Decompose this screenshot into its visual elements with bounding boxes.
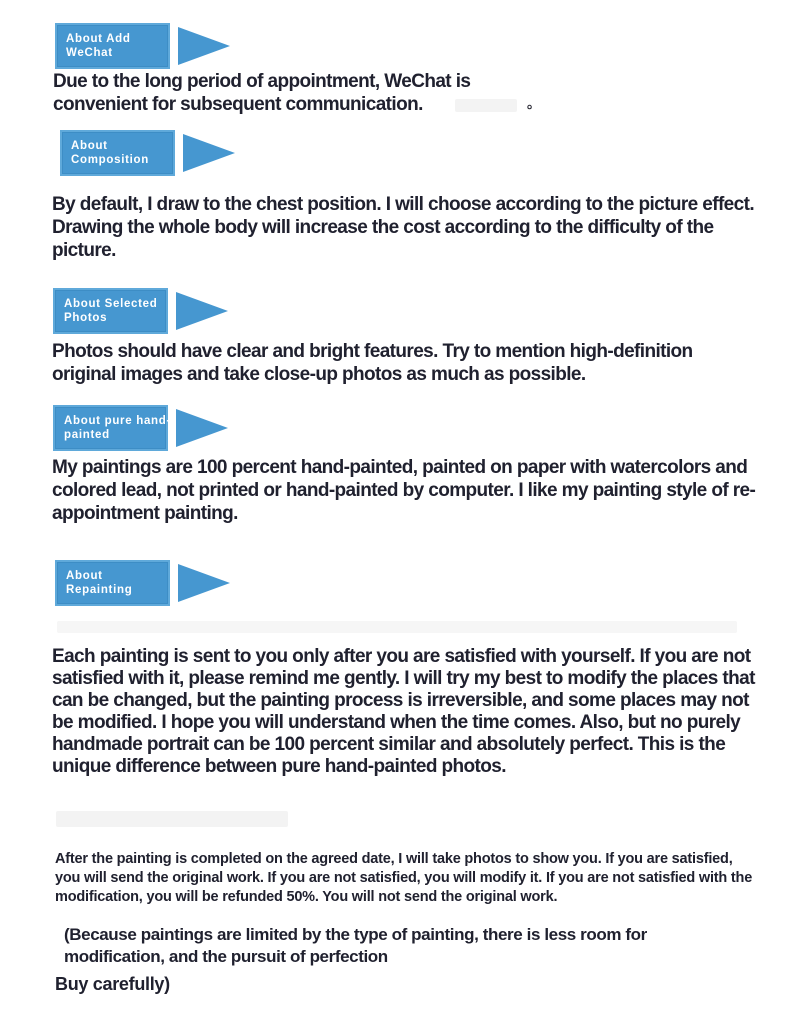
label-box-composition: [60, 130, 175, 176]
section-body-selected-photos: Photos should have clear and bright features. Try to mention high-definition original images and take close-up photos as much as possible.: [52, 341, 693, 385]
label-text-line2: painted: [64, 429, 110, 441]
section-body-pure-hand-painted: My paintings are 100 percent hand-painted, painted on paper with watercolors and colored lead, not printed or hand-painted by computer. I like my painting style of re-appointment painting.: [52, 457, 756, 524]
whiteout-artifact: [56, 811, 288, 827]
label-text-line2: Repainting: [66, 584, 133, 596]
whiteout-artifact: [57, 621, 737, 633]
section-header-add-wechat: [55, 23, 230, 69]
label-text-line1: About: [71, 140, 108, 152]
label-box-pure-hand-painted: [53, 405, 172, 451]
label-text-line2: Photos: [64, 312, 108, 324]
label-box-add-wechat: [55, 23, 170, 69]
section-header-repainting: [55, 560, 230, 606]
right-arrow-icon: [178, 27, 230, 65]
whiteout-artifact: [455, 99, 517, 112]
label-text-line1: About pure hand-: [64, 415, 172, 427]
right-arrow-icon: [176, 292, 228, 330]
label-text-line2: Composition: [71, 154, 149, 166]
caution-note: (Because paintings are limited by the type of painting, there is less room for modification, and the pursuit of perfection: [64, 925, 647, 966]
section-header-pure-hand-painted: [53, 405, 228, 451]
caution-note-end: Buy carefully): [55, 974, 170, 994]
label-text-line1: About Selected: [64, 298, 158, 310]
label-box-repainting: [55, 560, 170, 606]
label-text-line1: About Add: [66, 33, 131, 45]
section-header-selected-photos: [53, 288, 228, 334]
label-box-selected-photos: [53, 288, 168, 334]
label-text-line1: About: [66, 570, 103, 582]
right-arrow-icon: [183, 134, 235, 172]
label-text-line2: WeChat: [66, 47, 113, 59]
right-arrow-icon: [178, 564, 230, 602]
right-arrow-icon: [176, 409, 228, 447]
stray-full-stop: 。: [527, 95, 541, 111]
section-body-repainting: Each painting is sent to you only after you are satisfied with yourself. If you are not satisfied with it, please remind me gently. I will try my best to modify the places that can be changed, but the painting process is irreversible, and some places may not be modified. I hope you will understand when the time comes. Also, but no purely handmade portrait can be 100 percent similar and absolutely perfect. This is the unique difference between pure hand-painted photos.: [52, 646, 755, 777]
section-body-add-wechat: Due to the long period of appointment, WeChat is convenient for subsequent communication.: [53, 71, 471, 115]
delivery-note: After the painting is completed on the agreed date, I will take photos to show you. If you are satisfied, you will send the original work. If you are not satisfied, you will modify it. If you are not satisfied with the modification, you will be refunded 50%. You will not send the original work.: [55, 851, 753, 905]
section-body-composition: By default, I draw to the chest position. I will choose according to the picture effect. Drawing the whole body will increase the cost according to the difficulty of the picture.: [52, 194, 755, 261]
section-header-composition: [60, 130, 235, 176]
